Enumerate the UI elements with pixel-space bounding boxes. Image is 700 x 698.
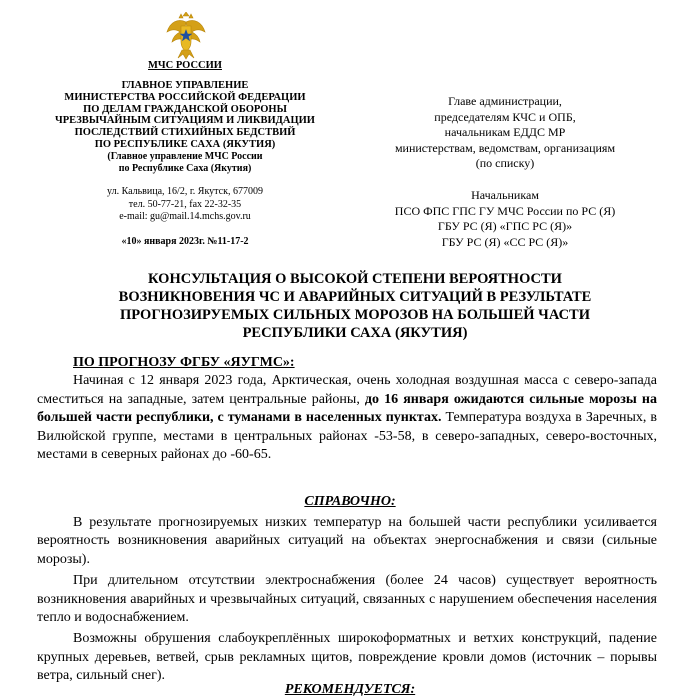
recipient-line: министерствам, ведомствам, организациям xyxy=(394,140,616,155)
recipient-line: ПСО ФПС ГПС ГУ МЧС России по РС (Я) xyxy=(394,203,616,218)
document-title xyxy=(60,270,650,342)
forecast-paragraph xyxy=(37,372,657,464)
contact-phone: тел. 50-77-21, fax 22-32-35 xyxy=(128,198,242,210)
recommended-heading: РЕКОМЕНДУЕТСЯ: xyxy=(284,682,416,697)
reference-section xyxy=(37,514,657,686)
forecast-text-after: Температура воздуха в Заречных, в Вилюйской группе, местами в центральных районах -53-58, в северо-западных, северо-восточных, местами в северных районах до -60-65. xyxy=(37,410,657,463)
sender-line: ЧРЕЗВЫЧАЙНЫМ СИТУАЦИЯМ И ЛИКВИДАЦИИ xyxy=(55,115,315,127)
forecast-section xyxy=(37,354,657,464)
recipient-line: председателям КЧС и ОПБ, xyxy=(434,109,576,124)
forecast-heading: ПО ПРОГНОЗУ ФГБУ «ЯУГМС»: xyxy=(73,355,295,370)
mchs-emblem-icon xyxy=(164,12,208,60)
document-number: «10» января 2023г. №11-17-2 xyxy=(121,236,249,247)
forecast-text-bold: до 16 января ожидаются сильные морозы на большей части республики, с туманами в населенных пунктах. xyxy=(37,391,657,426)
recipient-line: Начальникам xyxy=(471,187,539,202)
contact-address: ул. Кальвица, 16/2, г. Якутск, 677009 xyxy=(107,186,263,197)
sender-note: (Главное управление МЧС России xyxy=(107,150,263,162)
sender-line: ПО ДЕЛАМ ГРАЖДАНСКОЙ ОБОРОНЫ xyxy=(83,103,287,115)
contact-email: e-mail: gu@mail.14.mchs.gov.ru xyxy=(119,211,251,222)
sender-line: ПО РЕСПУБЛИКЕ САХА (ЯКУТИЯ) xyxy=(94,138,276,150)
sender-line: ГЛАВНОЕ УПРАВЛЕНИЕ xyxy=(121,80,249,91)
reference-paragraph: В результате прогнозируемых низких температур на большей части республики усиливается вероятность возникновения аварийных ситуаций на объектах энергоснабжения и связи (сильные морозы). xyxy=(37,515,657,567)
recipients-block xyxy=(355,94,655,250)
reference-paragraph: При длительном отсутствии электроснабжения (более 24 часов) существует вероятность возникновения аварийных и чрезвычайных ситуаций, связанных с нарушением обеспечения населения тепло и водоснабжением. xyxy=(37,573,657,626)
forecast-text-before: Начиная с 12 января 2023 года, Арктическая, очень холодная воздушная масса с северо-запада сместиться на западные, затем центральные районы, xyxy=(37,373,657,407)
sender-block xyxy=(55,80,315,174)
title-line: РЕСПУБЛИКИ САХА (ЯКУТИЯ) xyxy=(242,325,468,341)
org-short-name: МЧС РОССИИ xyxy=(148,60,222,71)
recipient-line: ГБУ РС (Я) «СС РС (Я)» xyxy=(441,234,569,249)
recipient-line: (по списку) xyxy=(475,156,535,171)
sender-note: по Республике Саха (Якутия) xyxy=(118,162,252,174)
recipient-line: начальникам ЕДДС МР xyxy=(444,125,566,140)
contacts-block xyxy=(95,186,275,224)
title-line: ПРОГНОЗИРУЕМЫХ СИЛЬНЫХ МОРОЗОВ НА БОЛЬШЕЙ ЧАСТИ xyxy=(120,307,590,323)
recipient-line: Главе администрации, xyxy=(448,94,562,108)
sender-line: ПОСЛЕДСТВИЙ СТИХИЙНЫХ БЕДСТВИЙ xyxy=(74,127,296,139)
reference-heading: СПРАВОЧНО: xyxy=(304,494,396,509)
title-line: КОНСУЛЬТАЦИЯ О ВЫСОКОЙ СТЕПЕНИ ВЕРОЯТНОСТИ xyxy=(148,271,562,287)
title-line: ВОЗНИКНОВЕНИЯ ЧС И АВАРИЙНЫХ СИТУАЦИЙ В РЕЗУЛЬТАТЕ xyxy=(118,289,592,305)
reference-paragraph: Возможны обрушения слабоукреплённых широкоформатных и ветхих конструкций, падение крупных деревьев, ветвей, срыв рекламных щитов, повреждение кровли домов (источник – порывы ветра, сильный снег). xyxy=(37,631,657,684)
recipient-line: ГБУ РС (Я) «ГПС РС (Я)» xyxy=(437,219,573,234)
sender-line: МИНИСТЕРСТВА РОССИЙСКОЙ ФЕДЕРАЦИИ xyxy=(64,91,306,103)
